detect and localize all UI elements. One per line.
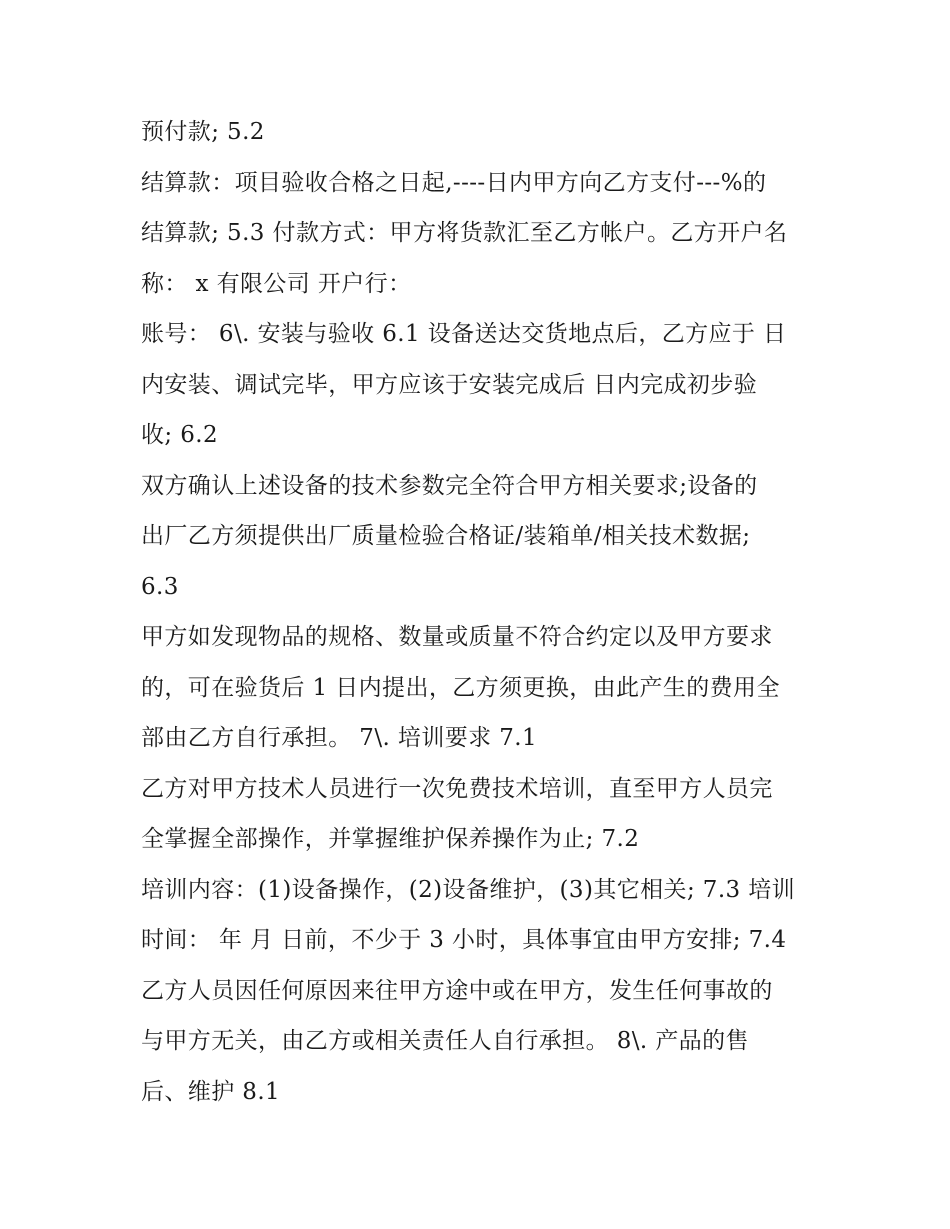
text-line: 甲方如发现物品的规格、数量或质量不符合约定以及甲方要求: [141, 624, 773, 650]
text-line: 乙方人员因任何原因来往甲方途中或在甲方，发生任何事故的: [141, 977, 773, 1004]
contract-text: [141, 107, 841, 1117]
text-line: 6.3: [141, 573, 179, 600]
text-line: 称： x 有限公司 开户行：: [141, 270, 412, 297]
text-line: 全掌握全部操作，并掌握维护保养操作为止; 7.2: [141, 826, 640, 852]
text-line: 账号： 6\. 安装与验收 6.1 设备送达交货地点后，乙方应于 日: [141, 321, 787, 347]
text-line: 预付款; 5.2: [141, 119, 265, 145]
text-line: 结算款; 5.3 付款方式：甲方将货款汇至乙方帐户。乙方开户名: [141, 220, 788, 246]
text-line: 收; 6.2: [141, 422, 219, 448]
text-line: 内安装、调试完毕，甲方应该于安装完成后 日内完成初步验: [141, 371, 758, 398]
text-line: 后、维护 8.1: [141, 1078, 281, 1105]
text-line: 培训内容：(1)设备操作，(2)设备维护，(3)其它相关; 7.3 培训: [141, 876, 796, 903]
text-line: 与甲方无关，由乙方或相关责任人自行承担。 8\. 产品的售: [141, 1028, 749, 1054]
text-line: 出厂乙方须提供出厂质量检验合格证/装箱单/相关技术数据;: [141, 523, 751, 549]
text-line: 时间： 年 月 日前，不少于 3 小时，具体事宜由甲方安排; 7.4: [141, 927, 787, 953]
text-line: 结算款：项目验收合格之日起,----日内甲方向乙方支付---%的: [141, 169, 767, 196]
text-line: 双方确认上述设备的技术参数完全符合甲方相关要求;设备的: [141, 472, 758, 499]
text-line: 乙方对甲方技术人员进行一次免费技术培训，直至甲方人员完: [141, 775, 773, 802]
text-line: 的，可在验货后 1 日内提出，乙方须更换，由此产生的费用全: [141, 674, 780, 701]
text-line: 部由乙方自行承担。 7\. 培训要求 7.1: [141, 725, 538, 751]
